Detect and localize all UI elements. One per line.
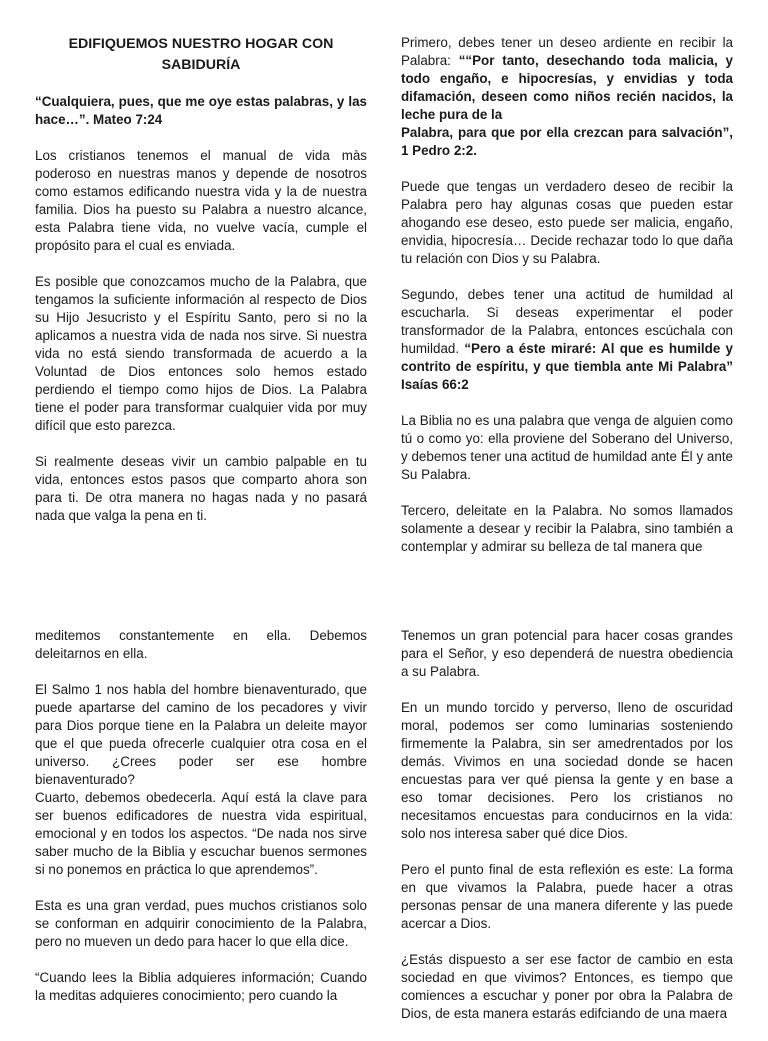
paragraph: Cuarto, debemos obedecerla. Aquí está la clave para ser buenos edificadores de nuestra vida espiritual, emocional y en todos los aspectos. “De nada nos sirve saber mucho de la Biblia y escuchar buenos sermones si no ponemos en práctica lo que aprendemos”.	[35, 790, 367, 877]
scripture-reference: Palabra, para que por ella crezcan para salvación”, 1 Pedro 2:2.	[401, 125, 733, 158]
scripture-quote: “Pero a éste miraré: Al que es humilde y contrito de espíritu, y que tiembla ante Mi Palabra” Isaías 66:2	[401, 341, 733, 392]
paragraph: Es posible que conozcamos mucho de la Palabra, que tengamos la suficiente información al respecto de Dios su Hijo Jesucristo y el Espíritu Santo, pero si no la aplicamos a nuestra vida de nada nos sirve. Si nuestra vida no está siendo transformada de acuerdo a la Voluntad de Dios entonces solo hemos estado perdiendo el tiempo como hijos de Dios. La Palabra tiene el poder para transformar cualquier vida por muy difícil que esto parezca.	[35, 274, 367, 433]
paragraph: Tercero, deleitate en la Palabra. No somos llamados solamente a desear y recibir la Palabra, sino también a contemplar y admirar su belleza de tal manera que	[401, 503, 733, 554]
epigraph-text: “Cualquiera, pues, que me oye estas palabras, y las hace…”. Mateo 7:24	[35, 94, 367, 127]
scripture-quote: ““Por tanto, desechando toda malicia, y todo engaño, e hipocresías, y envidias y toda difamación, deseen como niños recién nacidos, la leche pura de la	[401, 53, 733, 122]
paragraph-text: Segundo, debes tener una actitud de humildad al escucharla. Si deseas experimentar el poder transformador de la Palabra, entonces escúchala con humildad.	[401, 287, 733, 356]
paragraph: Los cristianos tenemos el manual de vida màs poderoso en nuestras manos y depende de nosotros como estamos edificando nuestra vida y la de nuestra familia. Dios ha puesto su Palabra a nuestro alcance, esta Palabra tiene vida, no vuelve vacía, cumple el propósito para el cual es enviada.	[35, 148, 367, 253]
page-title: EDIFIQUEMOS NUESTRO HOGAR CON SABIDURÍA	[68, 36, 334, 73]
paragraph	[401, 286, 733, 394]
paragraph: Si realmente deseas vivir un cambio palpable en tu vida, entonces estos pasos que comparto ahora son para ti. De otra manera no hagas nada y no pasará nada que valga la pena en ti.	[35, 454, 367, 523]
paragraph: “Cuando lees la Biblia adquieres información; Cuando la meditas adquieres conocimiento; pero cuando la	[35, 970, 367, 1003]
column-bottom-left	[35, 627, 367, 1023]
paragraph: El Salmo 1 nos habla del hombre bienaventurado, que puede apartarse del camino de los pecadores y vivir para Dios porque tiene en la Palabra un deleite mayor que el que pueda ofrecerle cualquier otra cosa en el universo. ¿Crees poder ser ese hombre bienaventurado?	[35, 682, 367, 787]
paragraph: Pero el punto final de esta reflexión es este: La forma en que vivamos la Palabra, puede hacer a otras personas pensar de una manera diferente y las puede acercar a Dios.	[401, 862, 733, 931]
epigraph	[35, 93, 367, 129]
paragraph-text: Primero, debes tener un deseo ardiente en recibir la Palabra:	[401, 35, 733, 68]
paragraph: Esta es una gran verdad, pues muchos cristianos solo se conforman en adquirir conocimiento de la Palabra, pero no mueven un dedo para hacer lo que ella dice.	[35, 898, 367, 949]
column-bottom-right	[401, 627, 733, 1041]
column-top-right	[401, 34, 733, 574]
paragraph: En un mundo torcido y perverso, lleno de oscuridad moral, podemos ser como luminarias sosteniendo firmemente la Palabra, sin ser amedrentados por los demás. Vivimos en una sociedad donde se hacen encuestas para ver qué piensa la gente y en base a eso tomar decisiones. Pero los cristianos no necesitamos encuestas para conducirnos en la vida: solo nos interesa saber qué dice Dios.	[401, 700, 733, 841]
column-top-left	[35, 34, 367, 543]
paragraph: Tenemos un gran potencial para hacer cosas grandes para el Señor, y eso dependerá de nuestra obediencia a su Palabra.	[401, 628, 733, 679]
paragraph: ¿Estás dispuesto a ser ese factor de cambio en esta sociedad en que vivimos? Entonces, es tiempo que comiences a escuchar y poner por obra la Palabra de Dios, de esta manera estarás edifciando de una maera	[401, 952, 733, 1021]
paragraph: Puede que tengas un verdadero deseo de recibir la Palabra pero hay algunas cosas que pueden estar ahogando ese deseo, esto puede ser malicia, engaño, envidia, hipocresía… Decide rechazar todo lo que daña tu relación con Dios y su Palabra.	[401, 179, 733, 266]
paragraph	[401, 34, 733, 160]
paragraph: meditemos constantemente en ella. Debemos deleitarnos en ella.	[35, 628, 367, 661]
paragraph: La Biblia no es una palabra que venga de alguien como tú o como yo: ella proviene del Soberano del Universo, y debemos tener una actitud de humildad ante Él y ante Su Palabra.	[401, 413, 733, 482]
